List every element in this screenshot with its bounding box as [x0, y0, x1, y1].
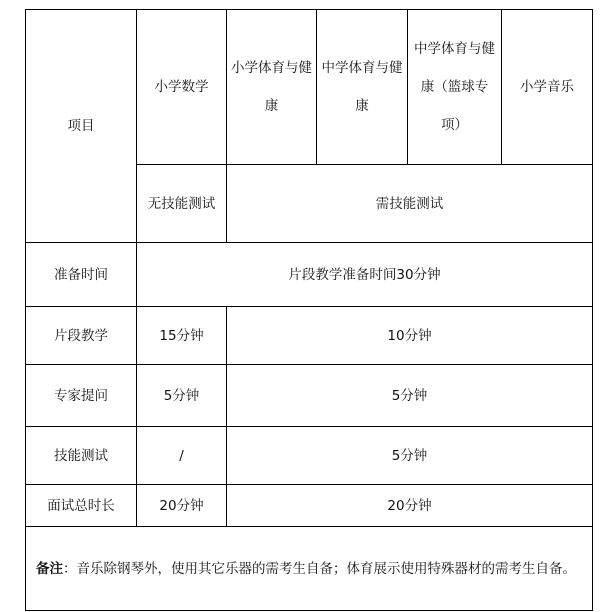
- col-primary-music: 小学音乐: [502, 10, 593, 165]
- no-skill-value: 20分钟: [137, 485, 227, 527]
- need-skill-test-cell: 需技能测试: [227, 165, 593, 243]
- item-header-cell: 项目: [26, 10, 137, 243]
- total-time-row: [26, 485, 593, 527]
- skill-value: 5分钟: [227, 365, 593, 427]
- interview-time-table: [25, 9, 593, 611]
- no-skill-value: /: [137, 427, 227, 485]
- no-skill-value: 5分钟: [137, 365, 227, 427]
- no-skill-test-cell: 无技能测试: [137, 165, 227, 243]
- prep-time-row: [26, 243, 593, 307]
- row-label: 面试总时长: [26, 485, 137, 527]
- col-middle-pe: 中学体育与健康: [317, 10, 408, 165]
- note-label: 备注: [36, 560, 63, 577]
- col-primary-math: 小学数学: [137, 10, 227, 165]
- skill-test-row: [26, 427, 593, 485]
- skill-value: 5分钟: [227, 427, 593, 485]
- interview-time-table-container: [25, 9, 593, 611]
- col-primary-pe: 小学体育与健康: [227, 10, 317, 165]
- header-row: [26, 10, 593, 165]
- prep-time-value: 片段教学准备时间30分钟: [137, 243, 593, 307]
- col-middle-pe-basketball: 中学体育与健康（篮球专项）: [408, 10, 502, 165]
- note-text: ：音乐除钢琴外，使用其它乐器的需考生自备；体育展示使用特殊器材的需考生自备。: [63, 560, 576, 577]
- row-label: 片段教学: [26, 307, 137, 365]
- note-cell: [26, 527, 593, 611]
- skill-value: 10分钟: [227, 307, 593, 365]
- teaching-row: [26, 307, 593, 365]
- row-label: 专家提问: [26, 365, 137, 427]
- no-skill-value: 15分钟: [137, 307, 227, 365]
- expert-questions-row: [26, 365, 593, 427]
- skill-value: 20分钟: [227, 485, 593, 527]
- row-label: 准备时间: [26, 243, 137, 307]
- row-label: 技能测试: [26, 427, 137, 485]
- note-row: [26, 527, 593, 611]
